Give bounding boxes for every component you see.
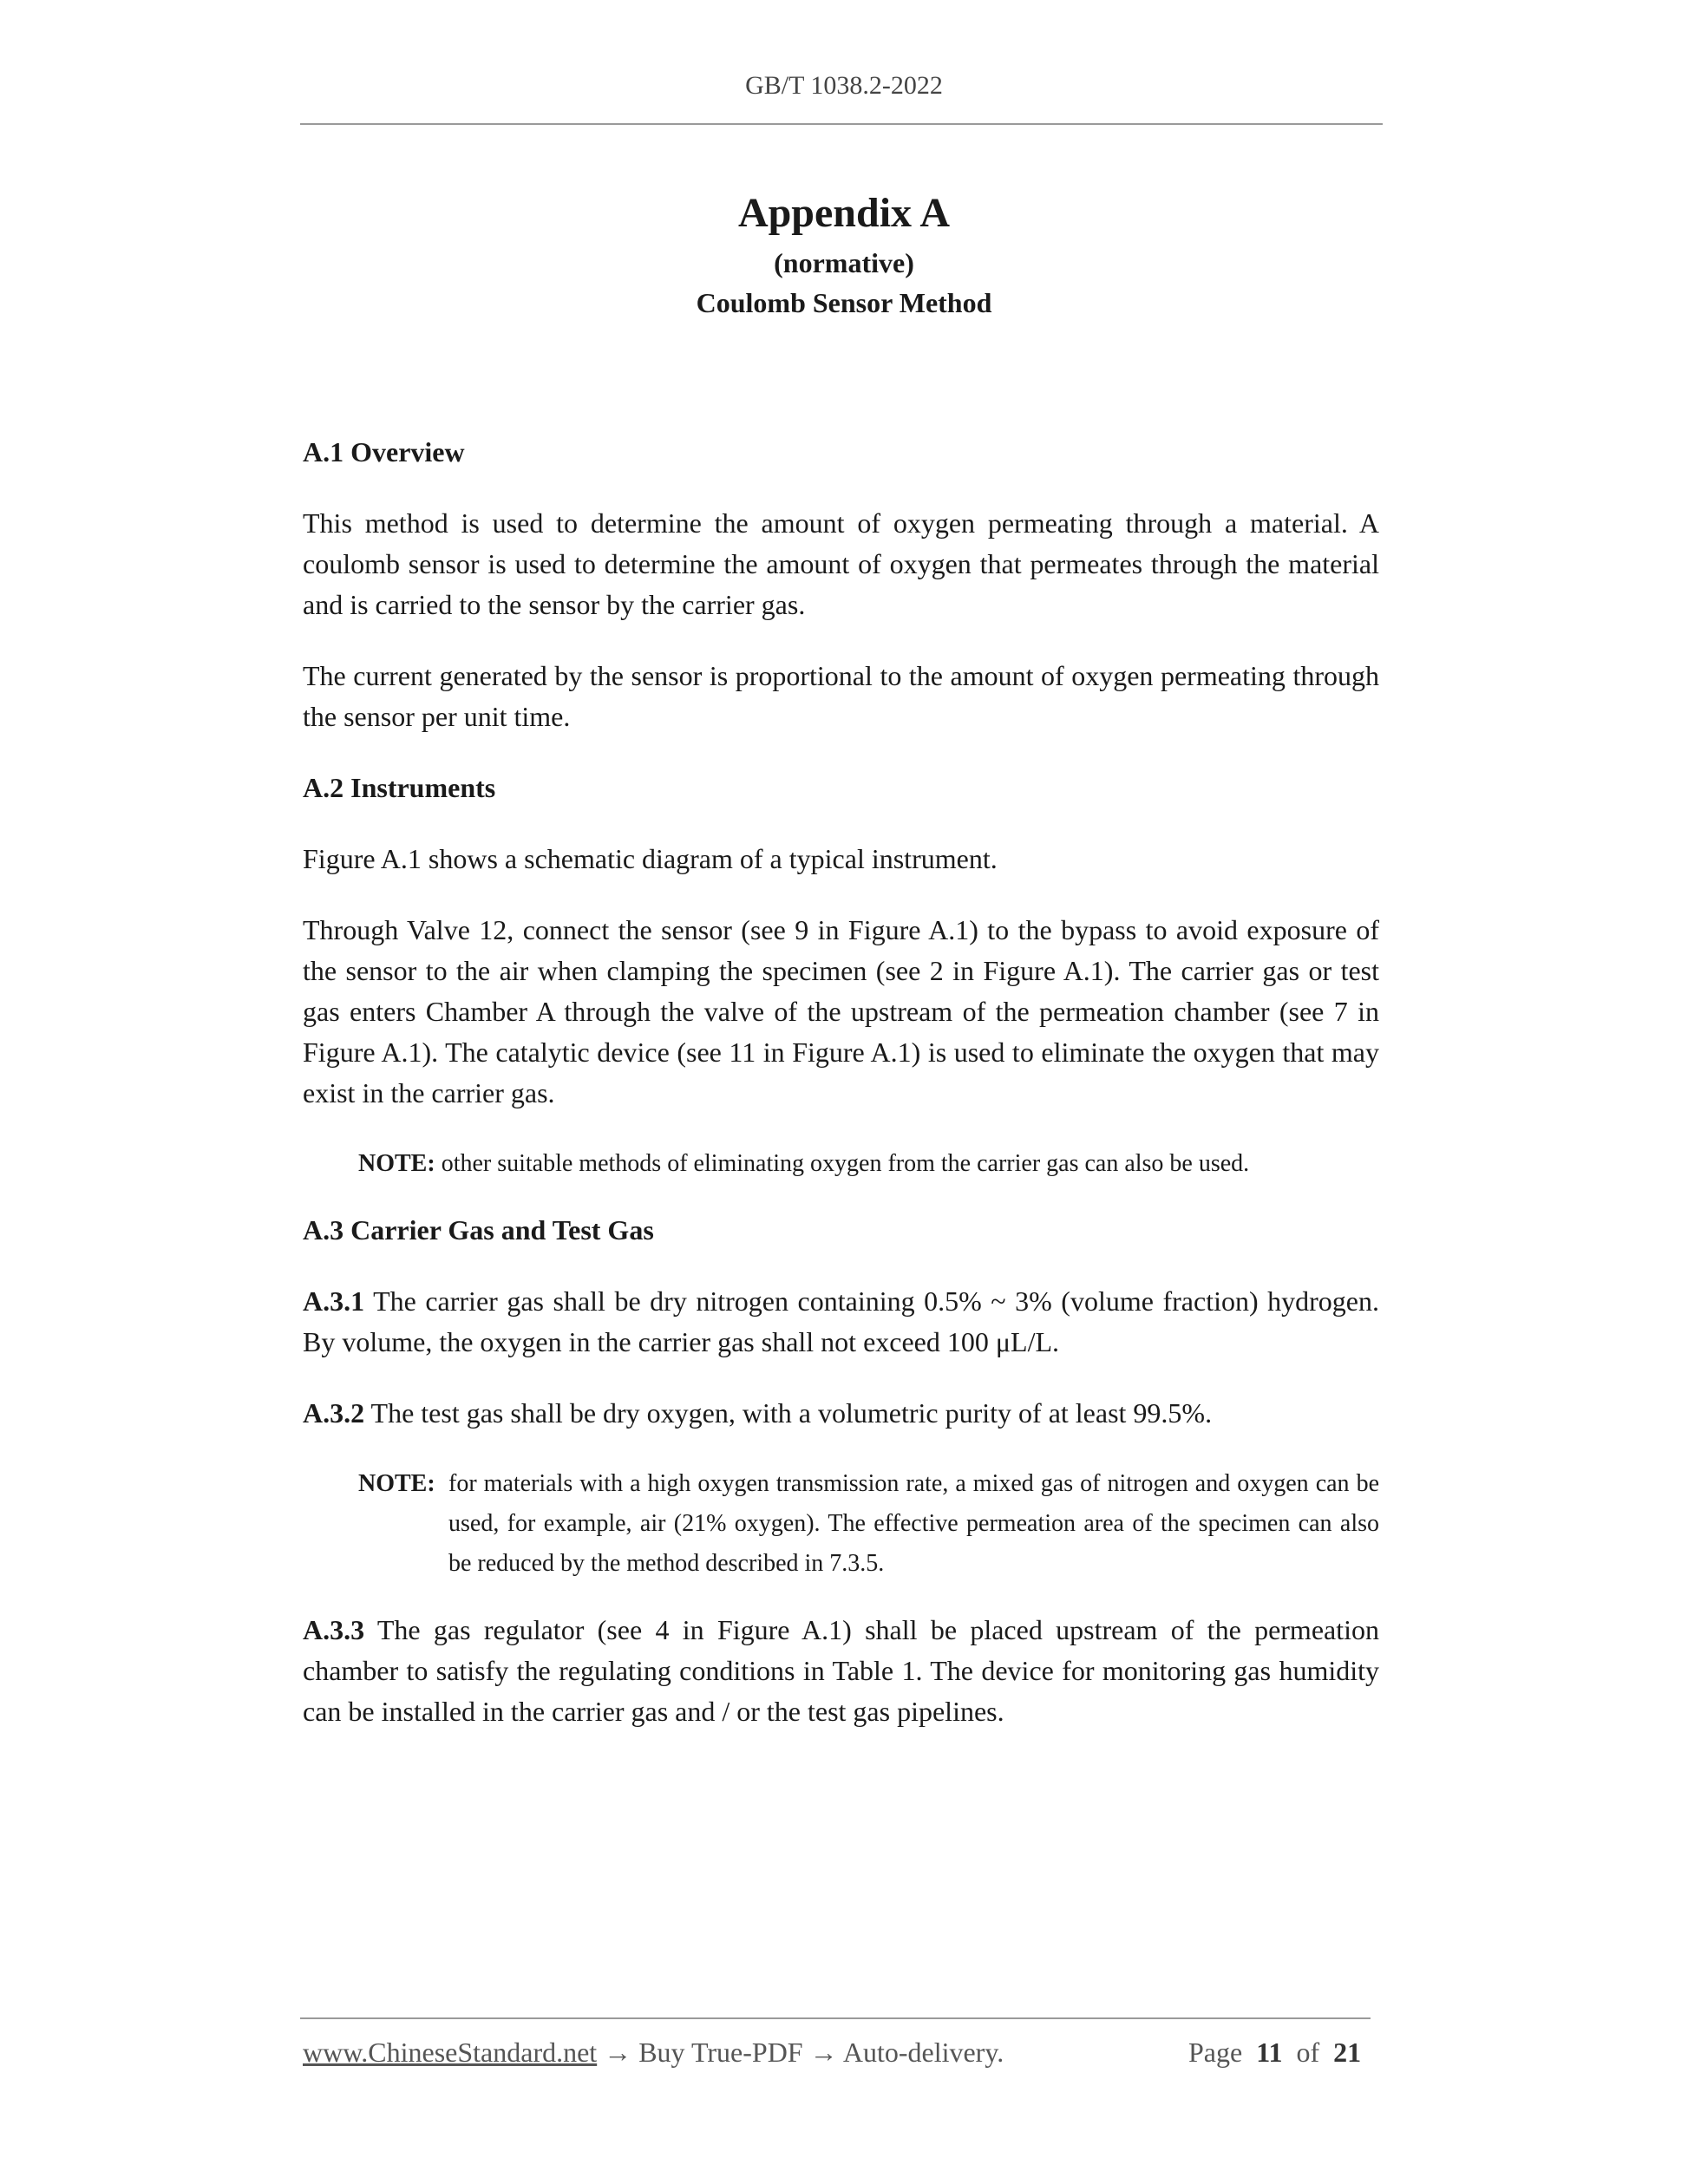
section-heading-a2: A.2 Instruments (303, 772, 496, 803)
clause-number: A.3.3 (303, 1614, 365, 1645)
current-page: 11 (1256, 2037, 1283, 2068)
page-label: Page (1188, 2037, 1243, 2068)
note-label: NOTE: (358, 1150, 435, 1177)
of-label: of (1296, 2037, 1320, 2068)
paragraph: Through Valve 12, connect the sensor (see 9 in Figure A.1) to the bypass to avoid exposure of the sensor to the air when clamping the specimen (see 2 in Figure A.1). The carrier gas or test gas enters Chamber A through the valve of the upstream of the permeation chamber (see 7 in Figure A.1). The catalytic device (see 11 in Figure A.1) is used to eliminate the oxygen that may exist in the carrier gas. (303, 914, 1379, 1108)
clause-a3-1 (303, 1281, 1379, 1363)
total-pages: 21 (1333, 2037, 1362, 2068)
section-heading-a3: A.3 Carrier Gas and Test Gas (303, 1214, 654, 1246)
appendix-type: (normative) (774, 247, 914, 278)
title-block (0, 184, 1688, 323)
page-number (1188, 2037, 1361, 2069)
clause-text: The test gas shall be dry oxygen, with a volumetric purity of at least 99.5%. (370, 1397, 1213, 1429)
note-text: other suitable methods of eliminating oxygen from the carrier gas can also be used. (441, 1150, 1250, 1177)
arrow-icon: → (809, 2037, 838, 2068)
appendix-subtitle: Coulomb Sensor Method (696, 287, 992, 318)
paragraph: Figure A.1 shows a schematic diagram of a typical instrument. (303, 843, 998, 874)
clause-a3-3 (303, 1610, 1379, 1732)
paragraph: The current generated by the sensor is proportional to the amount of oxygen permeating through the sensor per unit time. (303, 660, 1379, 732)
clause-number: A.3.2 (303, 1397, 365, 1429)
footer-promo (303, 2037, 1004, 2069)
document-code-header: GB/T 1038.2-2022 (745, 71, 943, 100)
section-heading-a1: A.1 Overview (303, 436, 465, 468)
note (303, 1144, 1379, 1184)
paragraph: This method is used to determine the amount of oxygen permeating through a material. A coulomb sensor is used to determine the amount of oxygen that permeates through the material and is carried to the sensor by the carrier gas. (303, 507, 1379, 620)
note (303, 1464, 1379, 1584)
auto-delivery-text: Auto-delivery. (842, 2037, 1004, 2068)
note-label: NOTE: (358, 1470, 435, 1497)
clause-text: The carrier gas shall be dry nitrogen containing 0.5% ~ 3% (volume fraction) hydrogen. By volume, the oxygen in the carrier gas shall not exceed 100 μL/L. (303, 1285, 1380, 1357)
appendix-title: Appendix A (737, 190, 951, 236)
clause-text: The gas regulator (see 4 in Figure A.1) shall be placed upstream of the permeation chamber to satisfy the regulating conditions in Table 1. The device for monitoring gas humidity can be installed in the carrier gas and / or the test gas pipelines. (303, 1614, 1380, 1727)
arrow-icon: → (604, 2037, 632, 2068)
footer-divider (300, 2017, 1371, 2019)
site-link[interactable]: www.ChineseStandard.net (303, 2037, 598, 2068)
header-divider (300, 123, 1383, 125)
clause-a3-2 (303, 1393, 1379, 1434)
document-body (303, 432, 1379, 1762)
clause-number: A.3.1 (303, 1285, 365, 1317)
note-text: for materials with a high oxygen transmission rate, a mixed gas of nitrogen and oxygen can be used, for example, air (21% oxygen). The effective permeation area of the specimen can also be reduced by the method described in 7.3.5. (448, 1470, 1379, 1577)
buy-pdf-text: Buy True-PDF (638, 2037, 803, 2068)
